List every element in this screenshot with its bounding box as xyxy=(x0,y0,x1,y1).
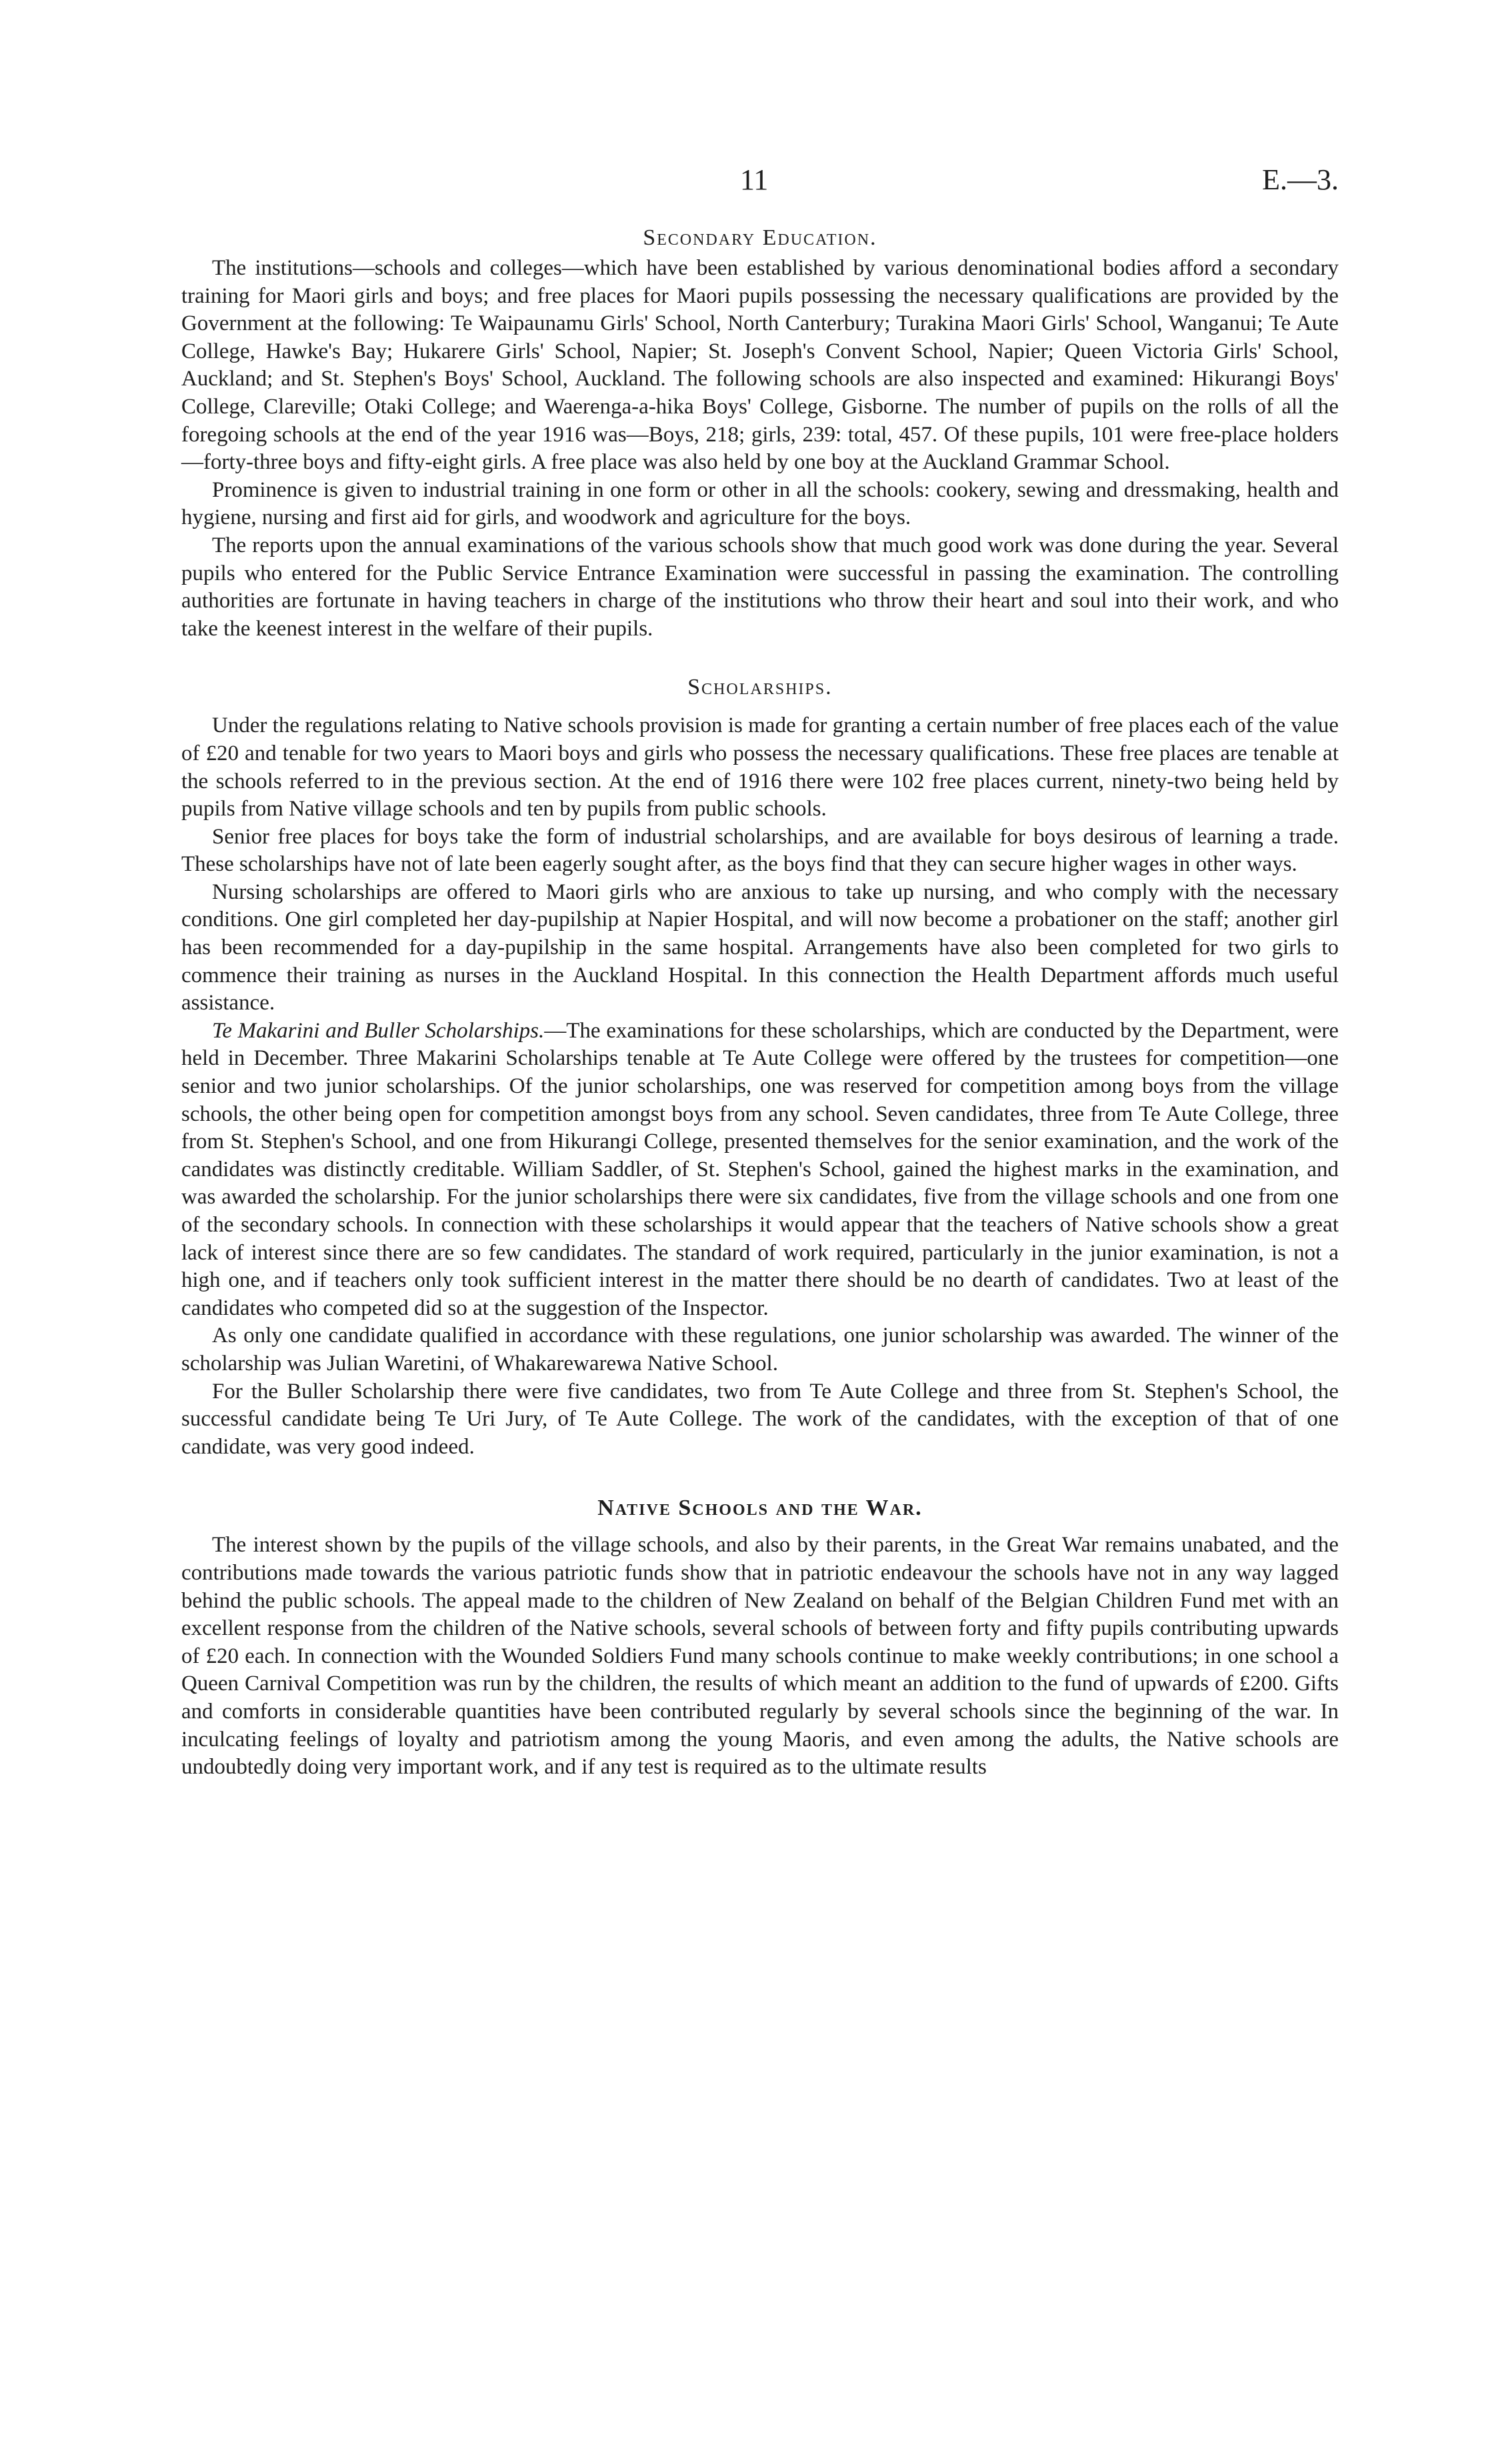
paragraph-makarini-scholarships xyxy=(181,1017,1339,1323)
paragraph: Under the regulations relating to Native schools provision is made for granting a certain number of free places each of the value of £20 and tenable for two years to Maori boys and girls who possess the necessary qualifications. These free places are tenable at the schools referred to in the previous section. At the end of 1916 there were 102 free places current, ninety-two being held by pupils from Native village schools and ten by pupils from public schools. xyxy=(181,713,1339,821)
section-native-schools-and-war xyxy=(181,1492,1339,1781)
section-secondary-education xyxy=(181,221,1339,643)
paragraph-lead: Te Makarini and Buller Scholarships. xyxy=(212,1018,545,1043)
page-number: 11 xyxy=(740,163,769,196)
paragraph: As only one candidate qualified in accordance with these regulations, one junior scholarship was awarded. The winner of the scholarship was Julian Waretini, of Whakarewarewa Native School. xyxy=(181,1324,1339,1376)
document-reference: E.—3. xyxy=(1262,163,1339,196)
document-page xyxy=(181,160,1339,1782)
paragraph-body: —The examinations for these scholarships, which are conducted by the Department, were held in December. Three Makarini Scholarships tenable at Te Aute College were offered by the trustees for competition—one senior and two junior scholarships. Of the junior scholarships, one was reserved for competition among boys from the village schools, the other being open for competition amongst boys from any school. Seven candidates, three from Te Aute College, three from St. Stephen's School, and one from Hikurangi College, presented themselves for the senior examination, and the work of the candidates was distinctly creditable. William Saddler, of St. Stephen's School, gained the highest marks in the examination, and was awarded the scholarship. For the junior scholarships there were six candidates, five from the village schools and one from one of the secondary schools. In connection with these scholarships it would appear that the teachers of Native schools show a great lack of interest since there are so few candidates. The standard of work required, particularly in the junior examination, is not a high one, and if teachers only took sufficient interest in the matter there should be no dearth of candidates. Two at least of the candidates who competed did so at the suggestion of the Inspector. xyxy=(181,1018,1339,1320)
paragraph: The interest shown by the pupils of the village schools, and also by their parents, in the Great War remains unabated, and the contributions made towards the various patriotic funds show that in patriotic endeavour the schools have not in any way lagged behind the public schools. The appeal made to the children of New Zealand on behalf of the Belgian Children Fund met with an excellent response from the children of the Native schools, several schools of between forty and fifty pupils contributing upwards of £20 each. In connection with the Wounded Soldiers Fund many schools continue to make weekly contributions; in one school a Queen Carnival Competition was run by the children, the results of which meant an addition to the fund of upwards of £200. Gifts and comforts in considerable quantities have been contributed regularly by several schools since the beginning of the war. In inculcating feelings of loyalty and patriotism among the young Maoris, and even among the adults, the Native schools are undoubtedly doing very important work, and if any test is required as to the ultimate results xyxy=(181,1533,1339,1780)
section-heading: Scholarships. xyxy=(687,675,833,700)
paragraph: For the Buller Scholarship there were five candidates, two from Te Aute College and three from St. Stephen's School, the successful candidate being Te Uri Jury, of Te Aute College. The work of the candidates, with the exception of that of one candidate, was very good indeed. xyxy=(181,1379,1339,1459)
paragraph: Prominence is given to industrial training in one form or other in all the schools: cookery, sewing and dressmaking, health and hygiene, nursing and first aid for girls, and woodwork and agriculture for the boys. xyxy=(181,477,1339,530)
section-heading: Native Schools and the War. xyxy=(597,1496,923,1521)
paragraph: The reports upon the annual examinations of the various schools show that much good work was done during the year. Several pupils who entered for the Public Service Entrance Examination were successful in passing the examination. The controlling authorities are fortunate in having teachers in charge of the institutions who throw their heart and soul into their work, and who take the keenest interest in the welfare of their pupils. xyxy=(181,533,1339,641)
section-heading: Secondary Education. xyxy=(643,225,877,250)
page-header xyxy=(181,160,1339,213)
paragraph: The institutions—schools and colleges—which have been established by various denominational bodies afford a secondary training for Maori girls and boys; and free places for Maori pupils possessing the necessary qualifications are provided by the Government at the following: Te Waipaunamu Girls' School, North Canterbury; Turakina Maori Girls' School, Wanganui; Te Aute College, Hawke's Bay; Hukarere Girls' School, Napier; St. Joseph's Convent School, Napier; Queen Victoria Girls' School, Auckland; and St. Stephen's Boys' School, Auckland. The following schools are also inspected and examined: Hikurangi Boys' College, Clareville; Otaki College; and Waerenga-a-hika Boys' College, Gisborne. The number of pupils on the rolls of all the foregoing schools at the end of the year 1916 was—Boys, 218; girls, 239: total, 457. Of these pupils, 101 were free-place holders—forty-three boys and fifty-eight girls. A free place was also held by one boy at the Auckland Grammar School. xyxy=(181,256,1339,475)
paragraph: Nursing scholarships are offered to Maori girls who are anxious to take up nursing, and who comply with the necessary conditions. One girl completed her day-pupilship at Napier Hospital, and will now become a probationer on the staff; another girl has been recommended for a day-pupilship in the same hospital. Arrangements have also been completed for two girls to commence their training as nurses in the Auckland Hospital. In this connection the Health Department affords much useful assistance. xyxy=(181,879,1339,1015)
paragraph: Senior free places for boys take the form of industrial scholarships, and are available for boys desirous of learning a trade. These scholarships have not of late been eagerly sought after, as the boys find that they can secure higher wages in other ways. xyxy=(181,824,1339,877)
section-scholarships xyxy=(181,671,1339,1461)
